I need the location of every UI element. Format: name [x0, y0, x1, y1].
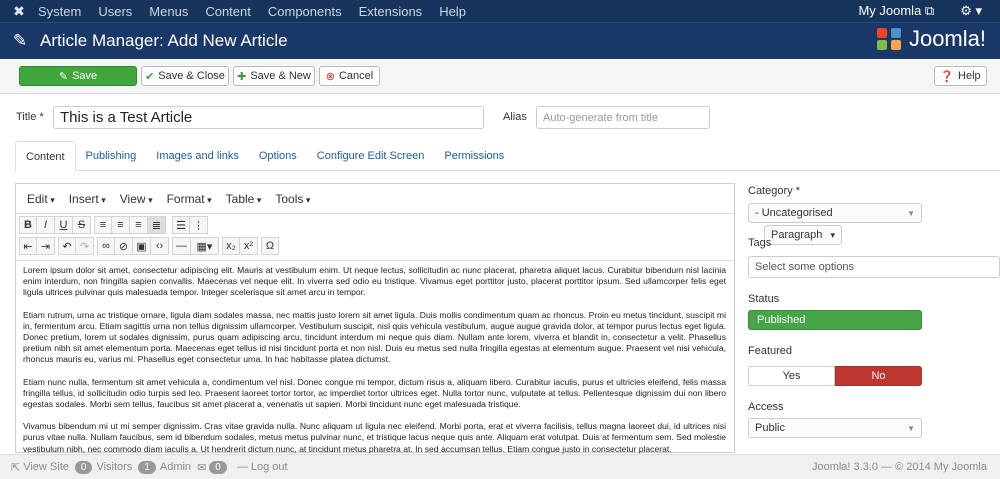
category-select[interactable]: - Uncategorised ▼: [748, 203, 922, 223]
menu-content[interactable]: Content: [205, 3, 251, 19]
editor-content-area[interactable]: [16, 260, 734, 455]
featured-label: Featured: [748, 345, 793, 357]
italic-icon[interactable]: I: [37, 216, 55, 234]
special-char-icon[interactable]: Ω: [261, 237, 279, 255]
featured-yes-button[interactable]: Yes: [748, 366, 835, 386]
tab-options[interactable]: Options: [258, 150, 297, 162]
tab-publishing[interactable]: Publishing: [85, 150, 137, 162]
align-justify-icon[interactable]: ≣: [148, 216, 166, 234]
title-label: Title *: [16, 111, 44, 123]
paragraph: Lorem ipsum dolor sit amet, consectetur adipiscing elit. Mauris at vestibulum enim. Ut neque lectus, sollicitudin ac nunc placerat, pharetra aliquet lacus. Curabitur bibendum nisl lacinia enim interdum, non fringilla sapien convallis. Maecenas vel neque elit. In viverra sed odio eu tristique. Vivamus eget porttitor justo, placerat porttitor ipsum. Sed ullamcorper felis eget ligula ultrices pulvinar quis malesuada tempor. Integer scelerisque sit amet arcu in tempor.: [23, 265, 726, 298]
help-button[interactable]: ❓ Help: [934, 66, 987, 86]
numbered-list-icon[interactable]: ⋮: [190, 216, 208, 234]
minus-icon: —: [236, 461, 248, 473]
external-link-icon: ⇱: [11, 461, 21, 474]
visitors-badge: 0: [75, 461, 93, 474]
redo-icon[interactable]: ↷: [76, 237, 94, 255]
subscript-icon[interactable]: x₂: [222, 237, 240, 255]
admin-badge: 1: [138, 461, 156, 474]
editor-menu-format[interactable]: Format ▾: [167, 192, 212, 206]
plus-icon: ✚: [237, 70, 247, 83]
joomla-mark-icon: [875, 26, 905, 52]
access-label: Access: [748, 401, 784, 413]
editor-menu-insert[interactable]: Insert ▾: [69, 192, 106, 206]
code-icon[interactable]: ‹›: [151, 237, 169, 255]
admin-counter: 1 Admin: [138, 461, 191, 474]
help-icon: ❓: [940, 70, 955, 83]
cancel-icon: ⊗: [325, 70, 335, 83]
site-link[interactable]: My Joomla ⧉: [858, 3, 935, 18]
chevron-down-icon: ▼: [907, 423, 915, 433]
check-icon: ✔: [145, 70, 155, 83]
underline-icon[interactable]: U: [55, 216, 73, 234]
tags-label: Tags: [748, 237, 772, 249]
editor-menu-tools[interactable]: Tools ▾: [275, 192, 310, 206]
save-close-button[interactable]: ✔ Save & Close: [141, 66, 229, 86]
outdent-icon[interactable]: ⇤: [19, 237, 37, 255]
tab-configure-edit-screen[interactable]: Configure Edit Screen: [316, 150, 425, 162]
editor-toolbar-row-1: [16, 215, 823, 241]
align-center-icon[interactable]: ≡: [112, 216, 130, 234]
indent-icon[interactable]: ⇥: [37, 237, 55, 255]
featured-no-button[interactable]: No: [835, 366, 922, 386]
category-label: Category *: [748, 185, 800, 197]
tags-input[interactable]: Select some options: [748, 256, 1000, 278]
align-left-icon[interactable]: ≡: [94, 216, 112, 234]
superscript-icon[interactable]: x²: [240, 237, 258, 255]
undo-icon[interactable]: ↶: [58, 237, 76, 255]
action-toolbar: [0, 59, 1000, 94]
align-right-icon[interactable]: ≡: [130, 216, 148, 234]
view-site-link[interactable]: ⇱ View Site: [11, 461, 69, 474]
brand-wordmark: Joomla!: [908, 26, 986, 51]
editor-toolbar-row-2: [16, 236, 734, 256]
bullet-list-icon[interactable]: ☰: [172, 216, 190, 234]
messages-badge: 0: [209, 461, 227, 474]
title-input[interactable]: This is a Test Article: [53, 106, 484, 129]
paragraph: Etiam nunc nulla, fermentum sit amet vehicula a, condimentum vel nisl. Donec congue mi tempor, dictum risus a, aliquam libero. Curabitur iaculis, purus et ultricies eleifend, felis massa fringilla tellus, id sollicitudin odio turpis sed leo. Praesent laoreet tortor tortor, ac imperdiet tortor ultrices eget. Nulla tortor nunc, vulputate at tellus. Pellentesque dignissim dui non libero egestas sodales. Morbi sem tellus, faucibus sit amet placerat a, venenatis ut sapien. Morbi tincidunt nunc eget malesuada tristique.: [23, 376, 726, 410]
tab-content[interactable]: Content: [15, 141, 76, 172]
status-label: Status: [748, 293, 780, 305]
page-title: Article Manager: Add New Article: [40, 31, 288, 50]
access-select[interactable]: Public ▼: [748, 418, 922, 438]
editor-menu-view[interactable]: View ▾: [120, 192, 153, 206]
main-menu: [38, 4, 483, 19]
editor-menubar: [16, 184, 734, 214]
status-footer: [0, 454, 1000, 479]
joomla-brand: [875, 26, 986, 52]
alias-input[interactable]: Auto-generate from title: [536, 106, 710, 129]
paragraph: Etiam rutrum, urna ac tristique ornare, ligula diam sodales massa, nec mattis justo lorem sit amet ligula. Duis mollis condimentum quam ac rhoncus. Proin eu metus tincidunt, suscipit mi in, fermentum arcu. Etiam sagittis urna non tellus dignissim ullamcorper. Vestibulum suscipit, nisl quis vehicula vestibulum, augue augue gravida dolor, at tempor purus lectus eget ligula. Donec pretium, lorem ut sodales dignissim, purus quam adipiscing arcu, tincidunt interdum mi neque quis diam. Nullam ante lorem, viverra et blandit in, consectetur a velit. Phasellus pretium nibh sit amet elementum porta. Maecenas eget tellus id nisi tincidunt porta et non nisl. Duis eu metus sed nulla fringilla egestas at elementum augue. Praesent vel nisi vehicula, rhoncus mauris eu, varius mi. Phasellus eget consectetur urna. In hac habitasse platea dictumst.: [23, 309, 726, 365]
image-icon[interactable]: ▣: [133, 237, 151, 255]
article-tabs: [15, 141, 1000, 171]
save-new-button[interactable]: ✚ Save & New: [233, 66, 315, 86]
tab-permissions[interactable]: Permissions: [444, 150, 505, 162]
menu-extensions[interactable]: Extensions: [358, 3, 423, 19]
joomla-logo-icon[interactable]: ✖: [13, 2, 25, 19]
messages-counter[interactable]: [197, 461, 231, 474]
tab-images-links[interactable]: Images and links: [156, 150, 239, 162]
chevron-down-icon: ▼: [907, 208, 915, 218]
cancel-button[interactable]: ⊗ Cancel: [319, 66, 380, 86]
table-icon[interactable]: ▦▾: [191, 237, 219, 255]
mail-icon: ✉: [197, 461, 207, 474]
bold-icon[interactable]: B: [19, 216, 37, 234]
link-icon[interactable]: ∞: [97, 237, 115, 255]
horizontal-rule-icon[interactable]: —: [172, 237, 191, 255]
logout-link[interactable]: — Log out: [236, 461, 288, 473]
menu-menus[interactable]: Menus: [149, 3, 189, 19]
status-select[interactable]: Published: [748, 310, 922, 330]
featured-toggle: [748, 366, 922, 386]
editor-menu-edit[interactable]: Edit ▾: [27, 192, 55, 206]
save-icon: ✎: [58, 70, 69, 83]
page-header: [0, 22, 1000, 59]
version-text: Joomla! 3.3.0 — © 2014 My Joomla: [811, 461, 987, 473]
alias-label: Alias: [503, 111, 527, 123]
menu-system[interactable]: System: [38, 3, 82, 19]
format-select[interactable]: Paragraph ▾: [764, 225, 842, 245]
menu-components[interactable]: Components: [267, 3, 342, 19]
visitors-counter: 0 Visitors: [75, 461, 132, 474]
menu-help[interactable]: Help: [439, 3, 466, 19]
save-button[interactable]: ✎ Save: [19, 66, 137, 86]
menu-users[interactable]: Users: [98, 3, 133, 19]
top-navbar: [0, 0, 1000, 22]
unlink-icon[interactable]: ⊘: [115, 237, 133, 255]
pencil-icon: ✎: [12, 31, 28, 50]
settings-gear-icon[interactable]: ⚙ ▾: [960, 3, 982, 18]
paragraph: Vivamus bibendum mi ut mi semper dignissim. Cras vitae gravida nulla. Nunc aliquam ut ligula nec eleifend. Morbi porta, erat et viverra facilisis, tellus magna laoreet dui, id ultrices nisi purus vitae nulla. Nullam faucibus, sem id bibendum sodales, metus metus pulvinar nunc, et tristique lacus neque quis ante. Aliquam erat volutpat. Duis at fermentum sem. Sed molestie vestibulum nibh, nec commodo diam iaculis a. Ut hendrerit dictum nunc, at tincidunt metus pharetra at. In sed accumsan tellus. Etiam congue justo in consectetur placerat.: [23, 421, 726, 454]
editor-menu-table[interactable]: Table ▾: [226, 192, 262, 206]
strikethrough-icon[interactable]: S: [73, 216, 91, 234]
